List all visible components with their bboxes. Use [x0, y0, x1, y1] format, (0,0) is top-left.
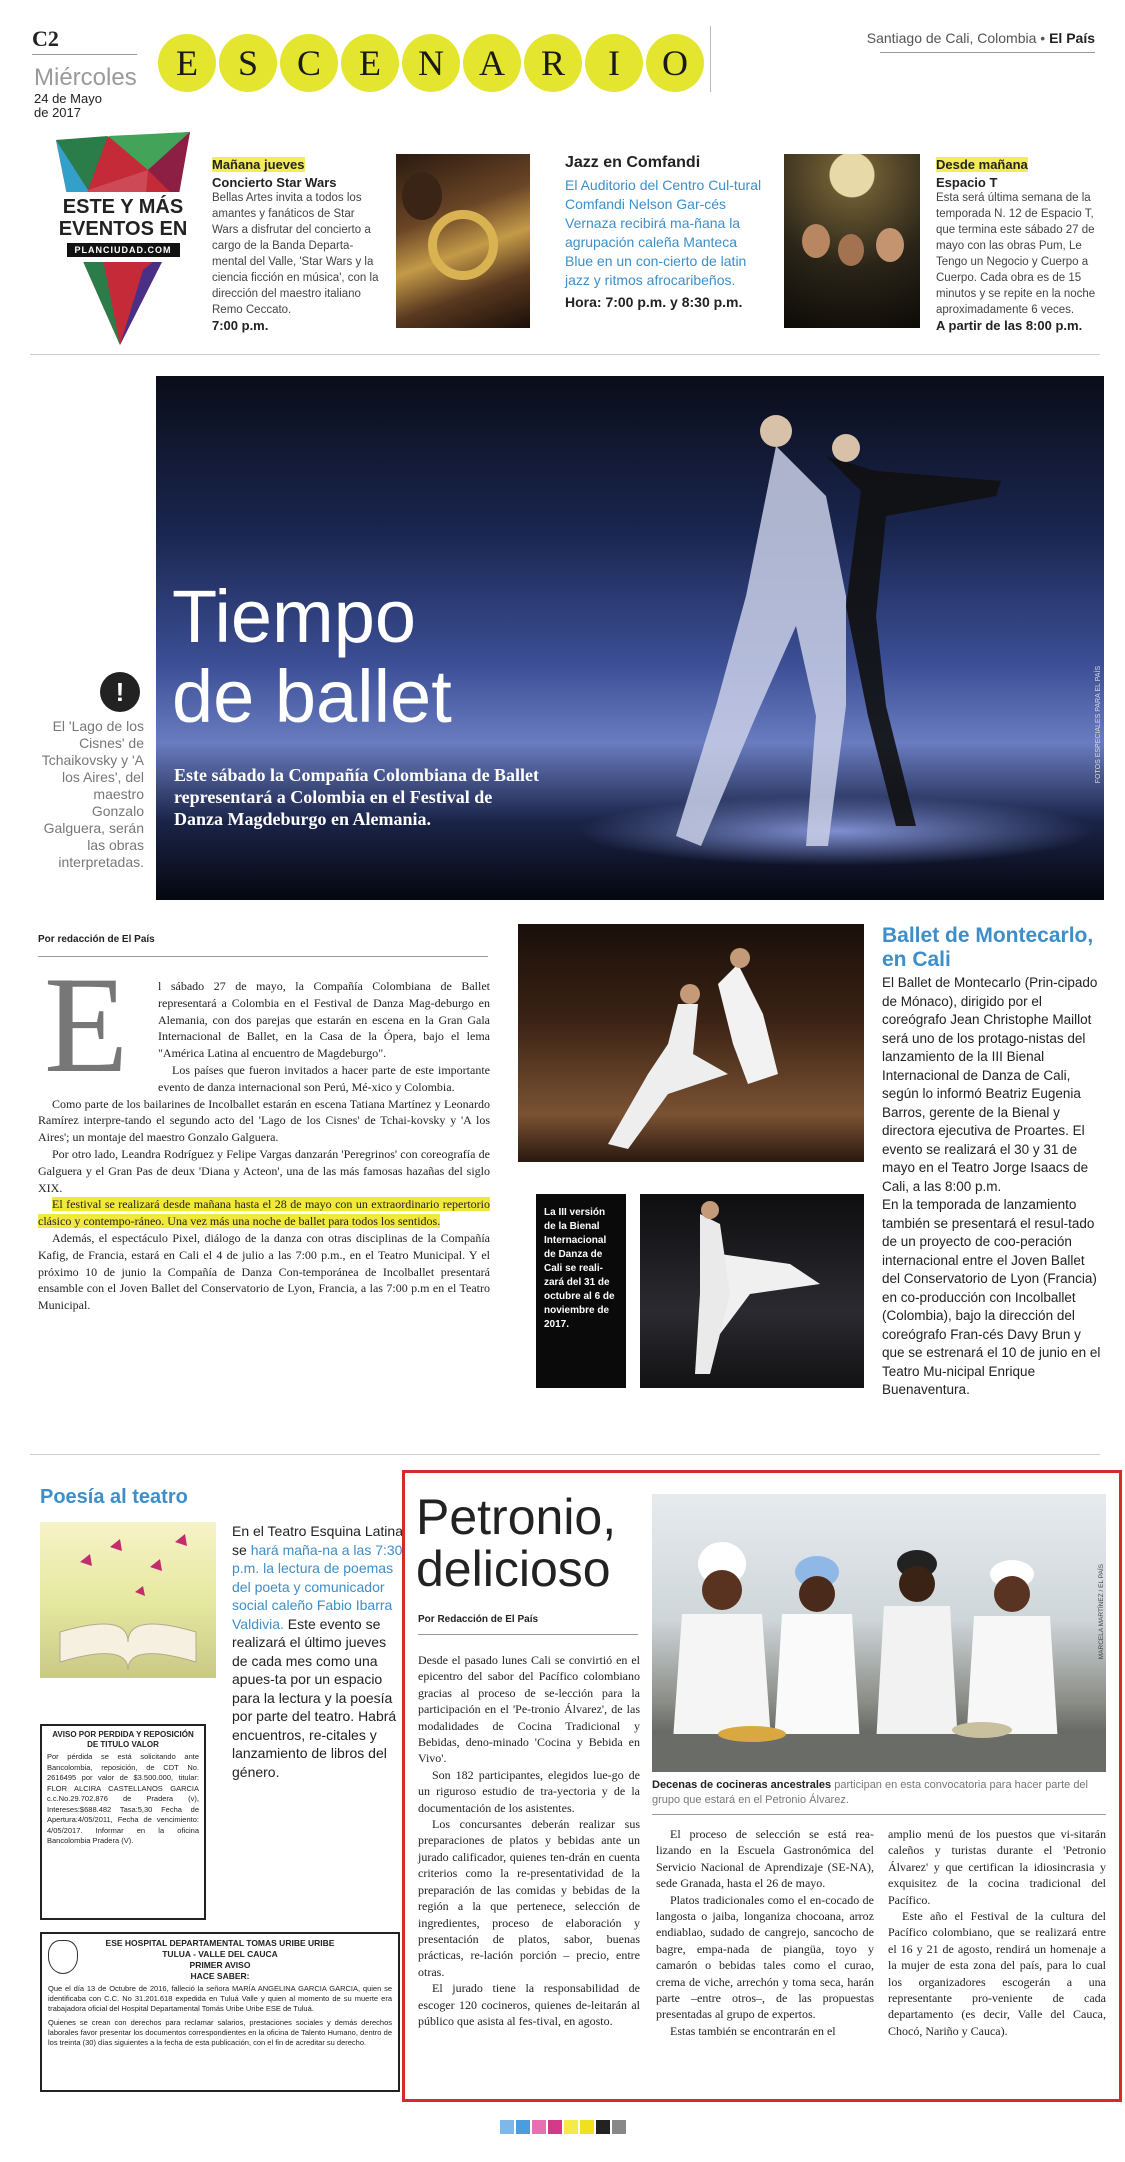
header-rule [880, 52, 1095, 53]
swatch [548, 2120, 562, 2134]
col2-p: El proceso de selección se está rea-lizando en la Escuela Gastronómica del Servicio Nacional de Aprendizaje (SE-NA), sede Granada, hasta el 26 de mayo. [656, 1827, 874, 1891]
article-p4: Por otro lado, Leandra Rodríguez y Felipe Vargas danzarán 'Peregrinos' con coreografía de Galguera y el Gran Pas de deux 'Diana y Acteon', una de las más famosas hazañas del siglo XIX. [38, 1146, 490, 1195]
swatch [516, 2120, 530, 2134]
petronio-byline: Por Redacción de El País [418, 1614, 539, 1625]
section-title [158, 34, 708, 92]
event-tag-text: Mañana jueves [212, 157, 305, 172]
photo-cooks [652, 1494, 1106, 1772]
aviso-body1: Que el día 13 de Octubre de 2016, falleció la señora MARÍA ANGELINA GARCIA GARCIA, quien se identificaba con C.C. No 31.201.618 expedida en Tuluá Valle y quien al momento de su muerte era trabajadora oficial del Hospital Departamental Tomás Uribe Uribe ESE de Tuluá. [48, 1984, 392, 2013]
poesia-text2: Este evento se realizará el último jueves de cada mes como una apues-ta por un espacio para la lectura y la poesía por parte del teatro. Habrá encuentros, re-citales y lanzamiento de libros del género. [232, 1615, 397, 1780]
poesia-highlight: hará maña-na a las 7:30 p.m. la lectura de poemas del poeta y comunicador social caleño Fabio Ibarra Valdivia. [232, 1541, 403, 1632]
montecarlo-body [882, 974, 1104, 1400]
petronio-caption-rule [652, 1814, 1106, 1815]
petronio-title-line1: Petronio, [416, 1489, 617, 1545]
location-text: Santiago de Cali, Colombia [866, 30, 1037, 46]
bienal-caption: La III versión de la Bienal Internacional de Danza de Cali se reali-zará del 31 de octubre al 6 de noviembre de 2017. [544, 1207, 615, 1330]
aviso-l2: TULUA - VALLE DEL CAUCA [162, 1949, 278, 1959]
event-time: Hora: 7:00 p.m. y 8:30 p.m. [565, 294, 743, 310]
col3-p: amplio menú de los puestos que vi-sitarán caleños y turistas durante el 'Petronio Álvarez' y que certifican la idiosincrasia y exquisitez de la cocina tradicional del Pacífico. [888, 1827, 1106, 1907]
section-title-letter: N [402, 34, 460, 92]
header-divider-left [32, 54, 137, 55]
article-body [38, 978, 490, 1314]
event-star-wars [212, 156, 382, 333]
events-divider [30, 354, 1100, 355]
photo-horn-player [396, 154, 530, 328]
alert-icon: ! [100, 672, 140, 712]
horn-shape [428, 210, 498, 280]
col1-p: Desde el pasado lunes Cali se convirtió en el epicentro del sabor del Pacífico colombiano gracias al proceso de se-lección para la participación en el 'Pe-tronio Álvarez', de las modalidades de Cocina Tradicional y Bebidas, deno-minado 'Cocina y Bebida en Vivo'. [418, 1653, 640, 1766]
hero-sidebar-text: El 'Lago de los Cisnes' de Tchaikovsky y 'A los Aires', del maestro Gonzalo Galguera, serán las obras interpretadas. [41, 718, 144, 870]
color-registration-bar [500, 2120, 626, 2134]
petronio-photo-credit: MARCELA MARTÍNEZ / EL PAÍS [1098, 1564, 1105, 1660]
petronio-col1 [418, 1652, 640, 2029]
hero-subtitle: Este sábado la Compañía Colombiana de Ballet representará a Colombia en el Festival de Danza Magdeburgo en Alemania. [174, 765, 540, 829]
petronio-title-line2: delicioso [416, 1541, 611, 1597]
article-dropcap: E [44, 966, 144, 1088]
event-body: Esta será última semana de la temporada N. 12 de Espacio T, que termina este sábado 27 de mayo con las obras Pum, Le Tengo un Negocio y Cuerpo a Cuerpo. Cada obra es de 15 minutos y se repite en la noche aproximadamente 6 veces. [936, 192, 1096, 316]
section-title-letter: E [341, 34, 399, 92]
poesia-text1: En el Teatro Esquina Latina se [232, 1523, 403, 1558]
badge-box [52, 192, 194, 262]
photo-ballet-lift [640, 1194, 864, 1388]
hospital-seal-icon [48, 1940, 78, 1974]
bienal-caption-box [536, 1194, 626, 1388]
book-icon [40, 1522, 216, 1678]
header-date-line2: de 2017 [34, 105, 81, 120]
caption-rest: participan en esta convocatoria para hacer parte del grupo que estará en el Petronio Álvarez. [652, 1779, 1088, 1806]
dancers-lift [640, 1194, 864, 1388]
header-location: Santiago de Cali, Colombia • El País [866, 30, 1095, 46]
event-tag [212, 156, 382, 174]
cooks-figures [652, 1494, 1106, 1772]
section-title-letter: S [219, 34, 277, 92]
section-divider [30, 1454, 1100, 1455]
hero-title-line1: Tiempo [172, 575, 417, 658]
event-time: A partir de las 8:00 p.m. [936, 318, 1083, 333]
petronio-col3 [888, 1826, 1106, 2039]
photo-ballet-pair [518, 924, 864, 1162]
article-p5 [38, 1196, 490, 1230]
article-p1: l sábado 27 de mayo, la Compañía Colombiana de Ballet representará a Colombia en el Festival de Danza Mag-deburgo en Alemania, con dos parejas que estarán en escena en la Gran Gala Internacional de Ballet, en la Casa de la Ópera, bajo el lema "América Latina al encuentro de Magdeburgo". [158, 979, 490, 1061]
montecarlo-p1: El Ballet de Montecarlo (Prin-cipado de Mónaco), dirigido por el coreógrafo Jean Christophe Maillot será uno de los protago-nistas del lanzamiento de la III Bienal Internacional de Danza de Cali, según lo informó Beatriz Eugenia Barros, gerente de la Bienal y directora ejecutiva de Proartes. El evento se realizará el 30 y 31 de mayo en el Teatro Jorge Isaacs de Cali, a las 8:00 p.m. [882, 975, 1098, 1194]
badge-site: PLANCIUDAD.COM [67, 243, 180, 257]
player-shape [402, 172, 442, 220]
hero-title-line2: de ballet [172, 655, 452, 738]
highlighted-text: El festival se realizará desde mañana hasta el 28 de mayo con un extraordinario repertorio clásico y contempo-ráneo. Una vez más una noche de ballet para todos los sentidos. [38, 1197, 490, 1229]
event-tag [936, 156, 1104, 174]
event-body: El Auditorio del Centro Cul-tural Comfandi Nelson Gar-cés Vernaza recibirá ma-ñana la agrupación caleña Manteca Blue en un con-cierto de latin jazz y ritmos afrocaribeños. [565, 177, 762, 288]
photo-book-butterflies [40, 1522, 216, 1678]
header-divider-mid [710, 26, 711, 92]
aviso-l3: PRIMER AVISO [189, 1960, 251, 1970]
swatch [532, 2120, 546, 2134]
header-date-line1: 24 de Mayo [34, 91, 102, 106]
face-shape [802, 224, 830, 258]
badge-line2: EVENTOS EN [58, 218, 188, 240]
poesia-body [232, 1522, 404, 1781]
section-title-letter: A [463, 34, 521, 92]
petronio-byline-rule [418, 1634, 638, 1635]
section-title-letter: C [280, 34, 338, 92]
article-p6: Además, el espectáculo Pixel, diálogo de la danza con otras disciplinas de la Compañía Kafig, de Francia, estará en Cali el 4 de julio a las 7:00 p.m., en el Teatro Municipal. Y el próximo 10 de junio la Compañía de Danza Con-temporánea de Incolballet presentará ensamble con el Joven Ballet del Conservatorio de Lyon, Francia, a las 7:00 p.m en el Teatro Municipal. [38, 1230, 490, 1313]
swatch [580, 2120, 594, 2134]
montecarlo-title: Ballet de Montecarlo, en Cali [882, 924, 1094, 971]
petronio-col2 [656, 1826, 874, 2039]
face-shape [838, 234, 864, 266]
event-title: Espacio T [936, 175, 998, 190]
swatch [596, 2120, 610, 2134]
aviso-hospital [40, 1932, 400, 2092]
event-time: 7:00 p.m. [212, 318, 269, 333]
page-number: C2 [32, 26, 59, 51]
caption-bold: Decenas de cocineras ancestrales [652, 1779, 832, 1791]
event-title: Jazz en Comfandi [565, 154, 701, 171]
event-body: Bellas Artes invita a todos los amantes y fanáticos de Star Wars a disfrutar del concierto a cargo de la Banda Departa-mental del Valle, 'Star Wars y la ciencia ficción en música', con la dirección del maestro italiano Remo Ceccato. [212, 192, 379, 316]
hero-credit: FOTOS ESPECIALES PARA EL PAÍS [1095, 666, 1102, 784]
aviso-body2: Quienes se crean con derechos para reclamar salarios, prestaciones sociales y demás derechos laborales favor presentar los documentos correspondientes en la oficina de Talento Humano, dentro de los treinta (30) días siguientes a la fecha de esta publicación, con el fin de acreditar su derecho. [48, 2018, 392, 2047]
article-byline: Por redacción de El País [38, 934, 155, 945]
event-espacio-t [936, 156, 1104, 333]
section-title-letter: I [585, 34, 643, 92]
article-p2: Los países que fueron invitados a hacer parte de este importante evento de danza internacional son Perú, Mé-xico y Colombia. [158, 1062, 490, 1094]
section-title-letter: E [158, 34, 216, 92]
event-tag-text: Desde mañana [936, 157, 1028, 172]
col1-p: El jurado tiene la responsabilidad de escoger 120 cocineros, quienes de-leitarán al público que asista al fes-tival, en agosto. [418, 1981, 640, 2028]
col2-p: Platos tradicionales como el en-cocado de langosta o jaiba, longaniza chocoana, arroz endiablao, sudado de cangrejo, sancocho de bagre, empa-nada de piangüa, toyo y camarón o bebidas tales como el curao, crema de viche, arrechón y toma seca, harán parte –entre otros–, de las propuestas presentadas al grupo de expertos. [656, 1892, 874, 2022]
swatch [564, 2120, 578, 2134]
col2-p: Estas también se encontrarán en el [670, 2023, 836, 2038]
section-title-letter: R [524, 34, 582, 92]
swatch [500, 2120, 514, 2134]
article-p3: Como parte de los bailarines de Incolballet estarán en escena Tatiana Martínez y Leonardo Ramírez interpre-tando el segundo acto del 'Lago de los Cisnes' de Tchai-kovsky y 'A los Aires'; un montaje del maestro Gonzalo Galguera. [38, 1096, 490, 1145]
planciudad-badge[interactable] [48, 130, 198, 350]
aviso-body: Por pérdida se está solicitando ante Bancolombia, reposición, de CDT No. 2616495 por valor de $3.500.000, titular: FLOR ALCIRA CASTELLANOS GARCIA c.c.No.29.702.876 de Pradera (v), Intereses:$688.482 Tasa:5,30 Fecha de Apertura:4/05/2011, Fecha de vencimiento: 4/05/2017. Informar en la oficina Bancolombia Pradera (V). [47, 1752, 199, 1845]
header-day: Miércoles [34, 64, 137, 91]
photo-espacio-t [784, 154, 920, 328]
dancers-pair [518, 924, 864, 1162]
aviso-title: AVISO POR PERDIDA Y REPOSICIÓN DE TITULO VALOR [52, 1730, 194, 1749]
col1-p: Los concursantes deberán realizar sus preparaciones de platos y bebidas ante un jurado calificador, quienes ten-drán en cuenta criterios como la re-presentatividad de la preparación de las comidas y bebidas de la región a la que pertenece, selección de ingredientes, proceso de elaboración y presentación de platos, sabor, buenas prácticas, re-lación porción – precio, entre otras. [418, 1817, 640, 1979]
col3-p: Este año el Festival de la cultura del Pacífico colombiano, que se realizará entre el 16 y 21 de agosto, rendirá un homenaje a la mujer de esta zona del país, para lo cual los organizadores escogerán a una representante pro-veniente de cada departamento (es decir, Valle del Cauca, Chocó, Nariño y Cauca). [888, 1909, 1106, 2038]
petronio-caption [652, 1778, 1106, 1808]
montecarlo-p2: En la temporada de lanzamiento también se presentará el resul-tado de un proyecto de coo-peración internacional entre el Joven Ballet del Conservatorio de Lyon (Francia) en co-producción con Incolballet (Colombia), bajo la dirección del coreógrafo Fran-cés Davy Brun y que se estrenará el 10 de junio en el Teatro Mu-nicipal Enrique Buenaventura. [882, 1197, 1101, 1397]
aviso-l4: HACE SABER: [190, 1971, 250, 1981]
badge-line1: ESTE Y MÁS [62, 196, 184, 218]
aviso-perdida [40, 1724, 206, 1920]
section-title-letter: O [646, 34, 704, 92]
face-shape [876, 228, 904, 262]
event-jazz [565, 154, 765, 310]
poesia-title: Poesía al teatro [40, 1486, 188, 1508]
col1-p: Son 182 participantes, elegidos lue-go de un riguroso estudio de tra-yectoria y de la documentación de los asistentes. [418, 1767, 640, 1815]
swatch [612, 2120, 626, 2134]
event-title: Concierto Star Wars [212, 175, 337, 190]
paper-name: El País [1049, 30, 1095, 46]
aviso-l1: ESE HOSPITAL DEPARTAMENTAL TOMAS URIBE URIBE [105, 1938, 335, 1948]
